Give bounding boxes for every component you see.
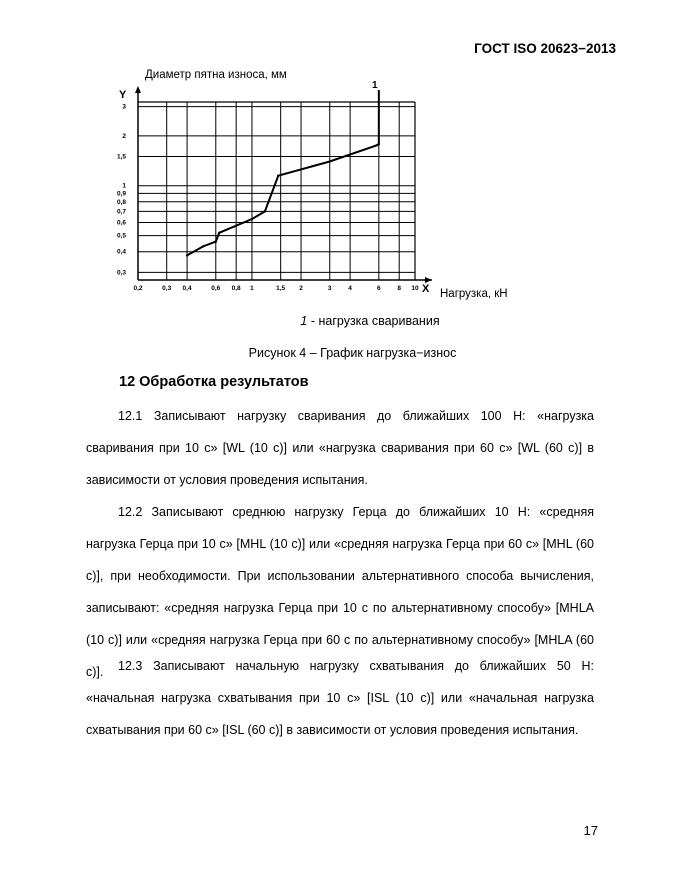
chart-grid <box>138 102 415 280</box>
x-tick-label: 8 <box>397 285 402 292</box>
x-tick-label: 0,3 <box>162 285 172 292</box>
figure-caption: Рисунок 4 – График нагрузка−износ <box>248 346 457 360</box>
x-tick-label: 2 <box>299 285 303 292</box>
marker-label: 1 <box>372 80 378 91</box>
y-tick-label: 1,5 <box>116 153 126 161</box>
paragraph-12-3: 12.3 Записывают начальную нагрузку схватывания до ближайших 50 Н: «начальная нагрузка схватывания при 10 с» [ISL (10 с)] или «начальная нагрузка схватывания при 60 с» [ISL (60 с)] в зависимости от условия проведения испытания. <box>86 659 594 737</box>
y-tick-label: 2 <box>122 132 126 140</box>
y-axis-letter: Y <box>119 89 127 101</box>
y-tick-label: 0,3 <box>116 269 126 277</box>
x-tick-label: 0,4 <box>182 285 192 292</box>
data-point <box>218 232 220 234</box>
x-tick-label: 10 <box>411 285 419 292</box>
x-axis-label: Нагрузка, кН <box>440 288 508 300</box>
x-tick-label: 0,2 <box>133 285 143 292</box>
paragraph-12-1: 12.1 Записывают нагрузку сваривания до ближайших 100 Н: «нагрузка сваривания при 10 с» [WL (10 с)] или «нагрузка сваривания при 60 с» [WL (60 с)] в зависимости от условия проведения испытания. <box>86 409 594 487</box>
legend-number: 1 <box>300 314 308 328</box>
x-tick-label: 1,5 <box>276 285 286 292</box>
y-tick-label: 3 <box>122 103 126 111</box>
figure-legend <box>0 314 680 328</box>
chart-axes <box>135 86 432 283</box>
x-axis-letter: X <box>422 283 430 295</box>
data-point <box>202 245 204 247</box>
y-axis-arrow <box>135 86 141 93</box>
y-axis-label: Диаметр пятна износа, мм <box>145 69 287 81</box>
y-tick-label: 0,9 <box>116 190 126 198</box>
y-tick-label: 0,6 <box>116 219 126 227</box>
y-tick-label: 0,5 <box>116 232 126 240</box>
data-point <box>186 254 188 256</box>
x-tick-labels <box>133 285 419 292</box>
y-tick-label: 1 <box>122 182 126 190</box>
data-point <box>375 144 377 146</box>
legend-text: - нагрузка сваривания <box>307 314 440 328</box>
x-tick-label: 0,6 <box>211 285 221 292</box>
y-tick-label: 0,8 <box>116 198 126 206</box>
data-point <box>264 210 266 212</box>
x-tick-label: 6 <box>377 285 381 292</box>
standard-number: ГОСТ ISO 20623−2013 <box>474 41 616 56</box>
data-point <box>215 240 217 242</box>
y-tick-label: 0,7 <box>116 208 126 216</box>
page-number: 17 <box>583 823 598 838</box>
paragraph-12-2: 12.2 Записывают среднюю нагрузку Герца до ближайших 10 Н: «средняя нагрузка Герца при 10 с» [MHL (10 с)] или «средняя нагрузка Герца при 60 с» [MHL (60 с)], при необходимости. При использовании альтернативного способа вычисления, записывают: «средняя нагрузка Герца при 10 с по альтернативному способу» [MHLA (10 с)] или «средняя нагрузка Герца при 60 с по альтернативному способу» [MHLA (60 с)]. <box>86 505 594 679</box>
data-point <box>251 218 253 220</box>
y-tick-label: 0,4 <box>116 248 126 256</box>
x-tick-label: 1 <box>250 285 254 292</box>
x-tick-label: 3 <box>327 285 332 292</box>
data-point <box>277 174 279 176</box>
y-tick-labels <box>117 104 126 277</box>
chart-series <box>186 90 380 257</box>
x-tick-label: 0,8 <box>231 285 241 292</box>
section-heading: 12 Обработка результатов <box>119 374 309 390</box>
data-point <box>329 160 331 162</box>
x-tick-label: 4 <box>348 285 352 292</box>
load-wear-chart <box>0 0 680 310</box>
